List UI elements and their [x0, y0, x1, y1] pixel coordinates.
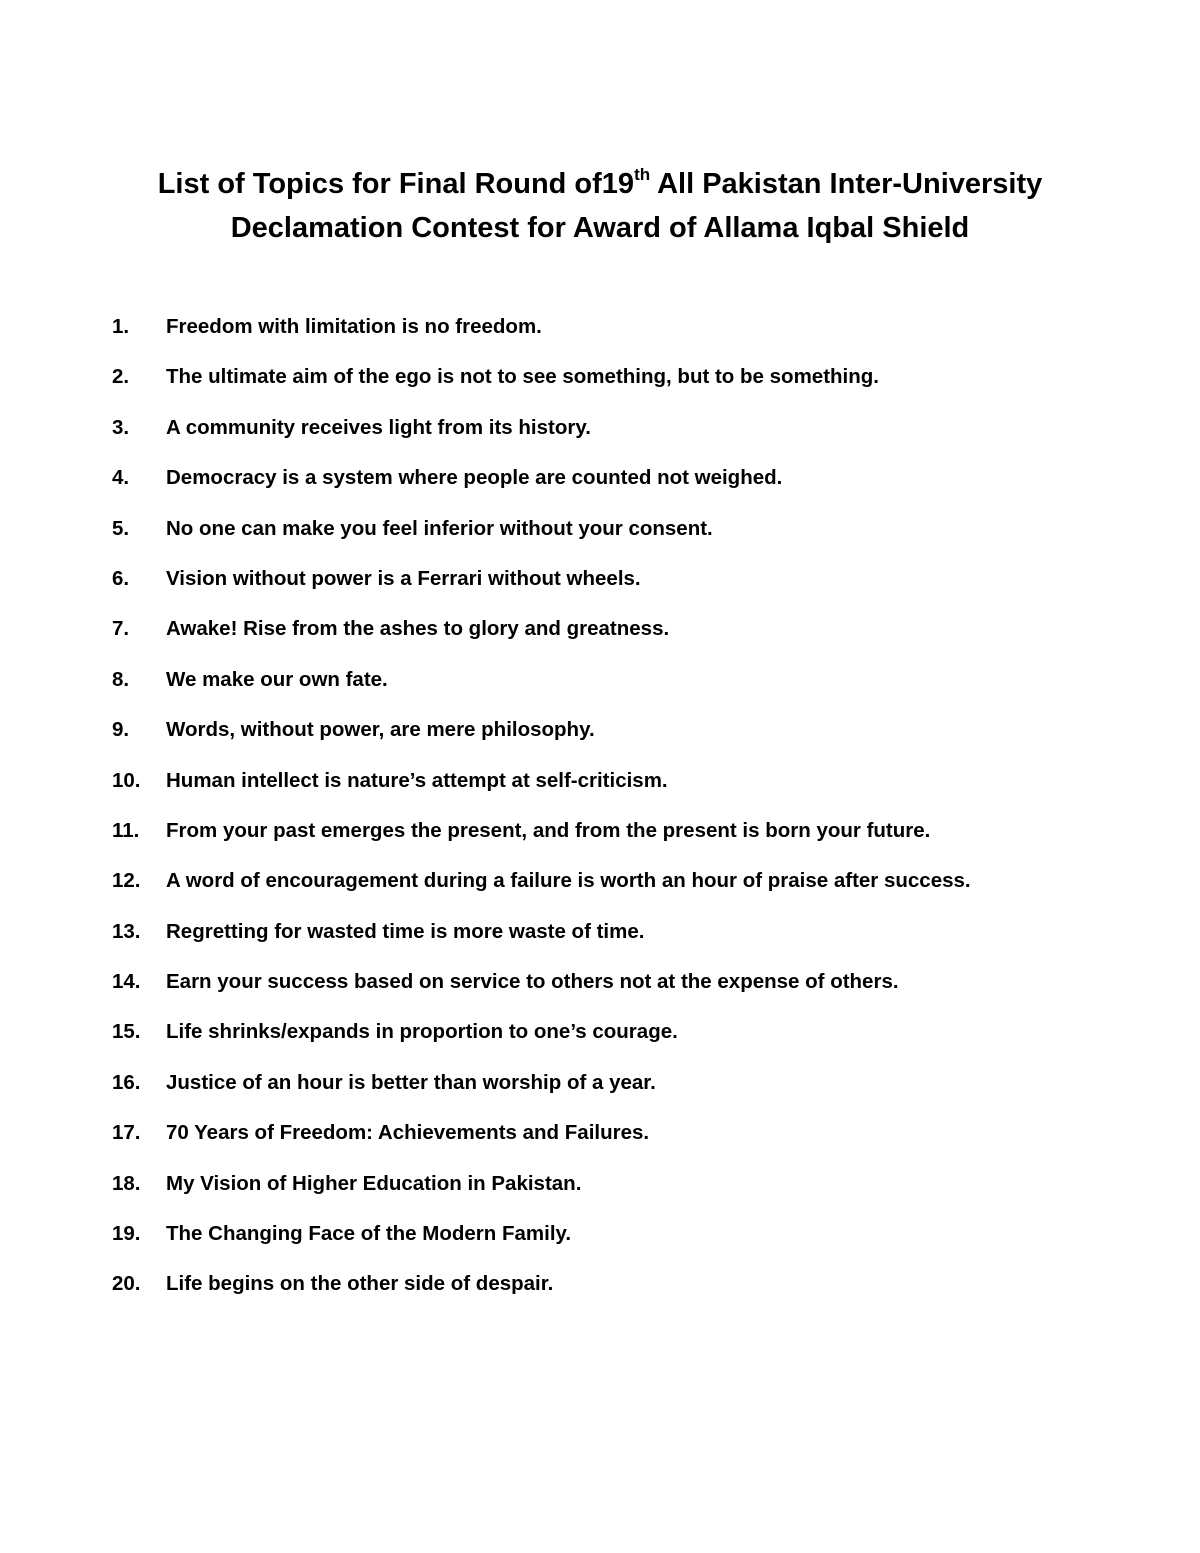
topic-text: Human intellect is nature’s attempt at self-criticism. — [166, 768, 668, 792]
topic-item — [112, 1168, 1172, 1218]
topic-item — [112, 765, 1172, 815]
topic-number: 18. — [112, 1171, 141, 1195]
topic-text: A word of encouragement during a failure is worth an hour of praise after success. — [166, 869, 971, 893]
topic-text: Regretting for wasted time is more waste of time. — [166, 919, 645, 943]
topic-item — [112, 563, 1172, 613]
topic-number: 2. — [112, 365, 130, 389]
topic-number: 15. — [112, 1020, 141, 1044]
topic-number: 12. — [112, 869, 141, 893]
topic-number: 9. — [112, 718, 130, 742]
topic-number: 16. — [112, 1070, 141, 1094]
topic-item — [112, 1016, 1172, 1066]
topic-text: Freedom with limitation is no freedom. — [166, 315, 542, 338]
title-line1-part1: List of Topics for Final Round of19 — [157, 168, 635, 201]
topic-item — [112, 1117, 1172, 1167]
topic-item — [112, 714, 1172, 764]
topic-number: 5. — [112, 516, 130, 540]
topic-text: The ultimate aim of the ego is not to see something, but to be something. — [166, 365, 879, 389]
topic-item — [112, 613, 1172, 663]
topic-item — [112, 664, 1172, 714]
topic-text: Justice of an hour is better than worship of a year. — [166, 1070, 656, 1094]
topic-item — [112, 1067, 1172, 1117]
topic-number: 6. — [112, 566, 130, 590]
title-line1-part2: All Pakistan Inter-University — [650, 168, 1043, 201]
topic-text: No one can make you feel inferior without your consent. — [166, 516, 713, 540]
topic-text: A community receives light from its history. — [166, 415, 591, 439]
topic-item — [112, 916, 1172, 966]
topic-number: 1. — [112, 315, 130, 338]
topic-number: 17. — [112, 1121, 141, 1145]
title-line2: Declamation Contest for Award of Allama Iqbal Shield — [230, 212, 970, 245]
topic-item — [112, 815, 1172, 865]
topic-number: 8. — [112, 667, 130, 691]
topic-text: Awake! Rise from the ashes to glory and greatness. — [166, 617, 670, 641]
topic-number: 19. — [112, 1222, 141, 1246]
topic-text: 70 Years of Freedom: Achievements and Failures. — [166, 1121, 650, 1145]
title-superscript: th — [634, 164, 651, 184]
topic-item — [112, 966, 1172, 1016]
topic-text: Words, without power, are mere philosophy. — [166, 718, 595, 742]
topic-number: 7. — [112, 617, 130, 641]
topic-number: 14. — [112, 970, 141, 994]
topic-item — [112, 513, 1172, 563]
topic-number: 11. — [112, 818, 140, 842]
topic-text: We make our own fate. — [166, 667, 388, 691]
topic-text: Vision without power is a Ferrari without wheels. — [166, 566, 641, 590]
topic-item — [112, 1268, 1172, 1318]
topic-text: From your past emerges the present, and from the present is born your future. — [166, 818, 931, 842]
topic-number: 10. — [112, 768, 141, 792]
topic-item — [112, 1218, 1172, 1268]
topic-item — [112, 361, 1172, 411]
topic-text: Earn your success based on service to others not at the expense of others. — [166, 970, 899, 994]
topic-item — [112, 311, 1172, 361]
page-title — [80, 162, 1120, 250]
topic-text: Life shrinks/expands in proportion to one’s courage. — [166, 1020, 678, 1044]
topic-text: Life begins on the other side of despair. — [166, 1272, 554, 1296]
topic-number: 20. — [112, 1272, 141, 1296]
topic-item — [112, 462, 1172, 512]
topic-list — [112, 311, 1172, 1319]
topic-number: 13. — [112, 919, 141, 943]
topic-text: The Changing Face of the Modern Family. — [166, 1222, 572, 1246]
topic-number: 3. — [112, 415, 130, 439]
topic-text: Democracy is a system where people are counted not weighed. — [166, 466, 783, 490]
topic-number: 4. — [112, 466, 130, 490]
topic-text: My Vision of Higher Education in Pakistan. — [166, 1171, 582, 1195]
topic-item — [112, 865, 1172, 915]
topic-item — [112, 412, 1172, 462]
